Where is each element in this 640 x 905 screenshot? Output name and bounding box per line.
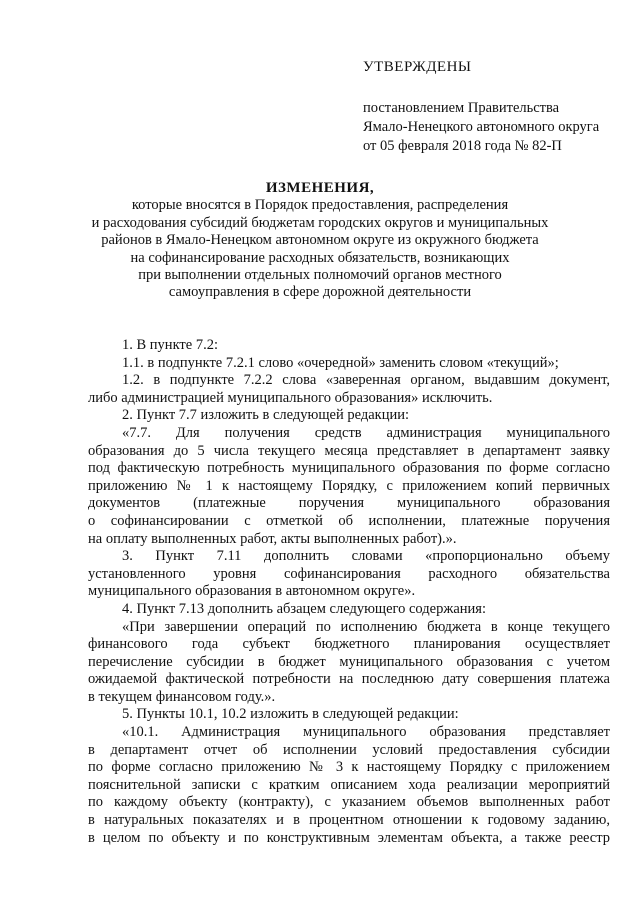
title-line: при выполнении отдельных полномочий органов местного bbox=[138, 267, 502, 284]
body-line: перечисление субсидии в бюджет муниципального образования с учетом bbox=[88, 653, 610, 670]
body-line: установленного уровня софинансирования расходного обязательства bbox=[88, 565, 610, 582]
title-line: районов в Ямало-Ненецком автономном округе из окружного бюджета bbox=[101, 232, 539, 249]
body-line: в департамент отчет об исполнении условий предоставления субсидии bbox=[88, 741, 610, 758]
body-line: «7.7. Для получения средств администрация муниципального bbox=[122, 424, 610, 441]
body-line: 1.2. в подпункте 7.2.2 слова «заверенная органом, выдавшим документ, bbox=[122, 372, 610, 389]
body-line: 3. Пункт 7.11 дополнить словами «пропорционально объему bbox=[122, 548, 610, 565]
approval-line: от 05 февраля 2018 года № 82-П bbox=[363, 138, 562, 154]
body-line: либо администрацией муниципального образования» исключить. bbox=[88, 389, 493, 406]
body-line: документов (платежные поручения муниципального образования bbox=[88, 495, 610, 512]
body-line: пояснительной записки с кратким описанием хода реализации мероприятий bbox=[88, 776, 610, 793]
body-line: 5. Пункты 10.1, 10.2 изложить в следующей редакции: bbox=[122, 706, 459, 723]
body-line: 1.1. в подпункте 7.2.1 слово «очередной» заменить словом «текущий»; bbox=[122, 354, 559, 371]
body-line: 4. Пункт 7.13 дополнить абзацем следующего содержания: bbox=[122, 600, 486, 617]
approval-block bbox=[363, 58, 613, 156]
body-line: под фактическую потребность муниципального образования по форме согласно bbox=[88, 460, 610, 477]
body-line: муниципального образования в автономном округе». bbox=[88, 583, 416, 600]
body-line: в натуральных показателях и в процентном отношении к годовому заданию, bbox=[88, 812, 610, 829]
title-line: самоуправления в сфере дорожной деятельности bbox=[168, 284, 472, 301]
body-line: 2. Пункт 7.7 изложить в следующей редакции: bbox=[122, 407, 410, 424]
title-line: и расходования субсидий бюджетам городских округов и муниципальных bbox=[91, 214, 549, 231]
document-title-block bbox=[60, 180, 580, 302]
body-line: 1. В пункте 7.2: bbox=[122, 337, 218, 353]
body-line: приложению № 1 к настоящему Порядку, с приложением копий первичных bbox=[88, 477, 610, 494]
body-line: в текущем финансовом году.». bbox=[88, 688, 276, 705]
body-line: ожидаемой фактической потребности на последнюю дату совершения платежа bbox=[88, 671, 610, 688]
title-line: которые вносятся в Порядок предоставления, распределения bbox=[131, 197, 509, 214]
document-title: ИЗМЕНЕНИЯ, bbox=[265, 180, 375, 196]
approval-line: Ямало-Ненецкого автономного округа bbox=[363, 119, 600, 135]
body-line: по каждому объекту (контракту), с указанием объемов выполненных работ bbox=[88, 794, 610, 811]
body-line: по форме согласно приложению № 3 к настоящему Порядку с приложением bbox=[88, 759, 610, 776]
document-body bbox=[88, 337, 610, 847]
body-line: финансового года субъект бюджетного планирования осуществляет bbox=[88, 636, 610, 653]
body-line: «При завершении операций по исполнению бюджета в конце текущего bbox=[122, 618, 610, 635]
body-line: на оплату выполненных работ, акты выполненных работ).». bbox=[88, 530, 457, 547]
body-line: образования до 5 числа текущего месяца представляет в департамент заявку bbox=[88, 442, 610, 459]
body-line: в целом по объекту и по конструктивным элементам объекта, а также реестр bbox=[88, 829, 610, 846]
approval-line: постановлением Правительства bbox=[363, 100, 560, 116]
body-line: «10.1. Администрация муниципального образования представляет bbox=[122, 724, 610, 741]
approval-heading: УТВЕРЖДЕНЫ bbox=[363, 59, 472, 75]
title-line: на софинансирование расходных обязательств, возникающих bbox=[130, 249, 510, 266]
body-line: о софинансировании с отметкой об исполнении, платежные поручения bbox=[88, 512, 610, 529]
